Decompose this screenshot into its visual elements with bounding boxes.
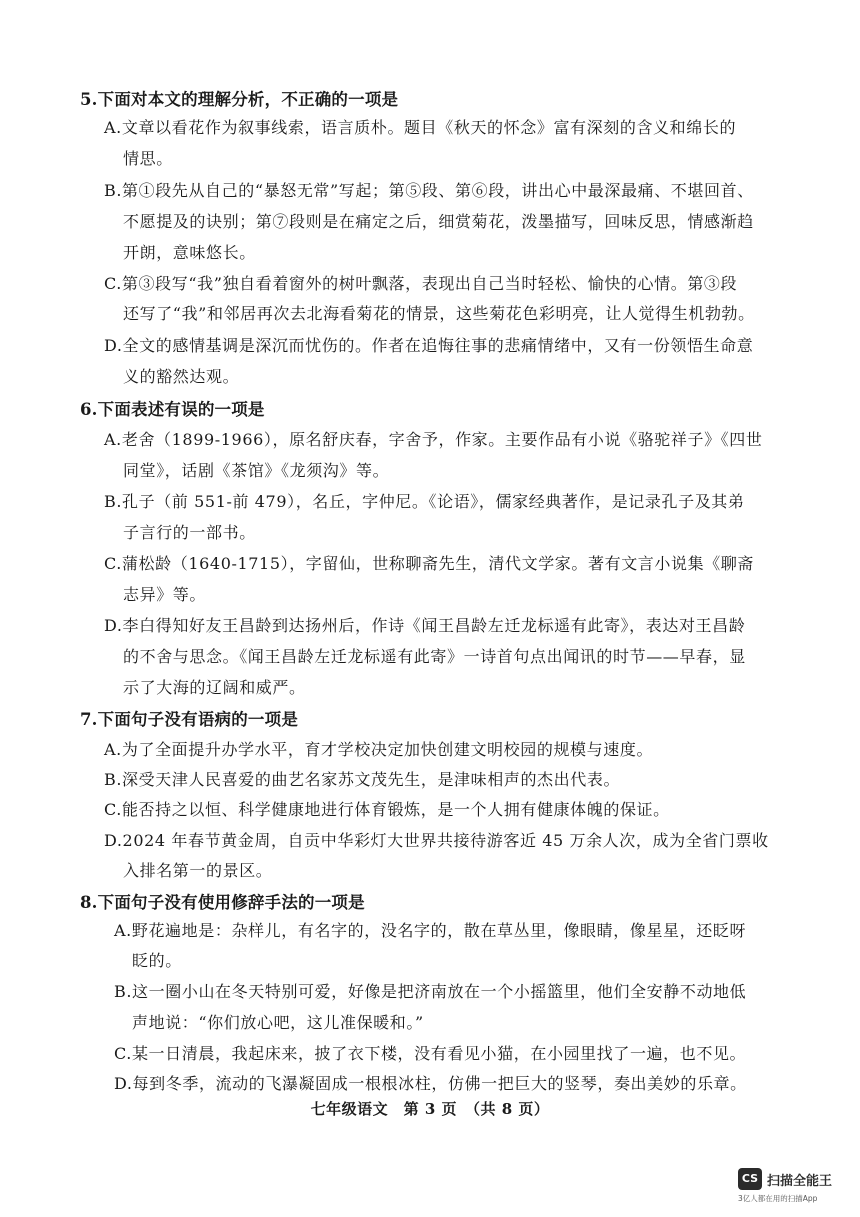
question-6-stem: 6.下面表述有误的一项是 xyxy=(80,400,265,419)
q5-option-b-line3: 开朗，意味悠长。 xyxy=(123,243,256,262)
q6-option-d-line3: 示了大海的辽阔和威严。 xyxy=(123,678,306,697)
q6-option-d-line2: 的不舍与思念。《闻王昌龄左迁龙标遥有此寄》一诗首句点出闻讯的时节——早春，显 xyxy=(123,647,746,666)
q8-option-a-line2: 眨的。 xyxy=(132,951,182,970)
scanner-watermark xyxy=(738,1168,848,1208)
q6-option-a-line1: A.老舍（1899-1966），原名舒庆春，字舍予，作家。主要作品有小说《骆驼祥子》《四世 xyxy=(104,430,763,449)
q8-option-b-line2: 声地说：“你们放心吧，这儿准保暖和。” xyxy=(132,1013,424,1032)
q7-option-a: A.为了全面提升办学水平，育才学校决定加快创建文明校园的规模与速度。 xyxy=(104,740,654,759)
q5-option-b-line2: 不愿提及的诀别；第⑦段则是在痛定之后，细赏菊花，泼墨描写，回味反思，情感渐趋 xyxy=(123,212,754,231)
question-8-stem: 8.下面句子没有使用修辞手法的一项是 xyxy=(80,893,365,912)
watermark-app-name: 扫描全能王 xyxy=(767,1174,833,1189)
q8-option-d: D.每到冬季，流动的飞瀑凝固成一根根冰柱，仿佛一把巨大的竖琴，奏出美妙的乐章。 xyxy=(114,1074,747,1093)
q5-option-c-line2: 还写了“我”和邻居再次去北海看菊花的情景，这些菊花色彩明亮，让人觉得生机勃勃。 xyxy=(123,304,755,323)
q5-option-b-line1: B.第①段先从自己的“暴怒无常”写起；第⑤段、第⑥段，讲出心中最深最痛、不堪回首、 xyxy=(104,181,754,200)
q8-option-c: C.某一日清晨，我起床来，披了衣下楼，没有看见小猫，在小园里找了一遍，也不见。 xyxy=(114,1044,747,1063)
q7-option-d-line2: 入排名第一的景区。 xyxy=(123,861,273,880)
q7-option-b: B.深受天津人民喜爱的曲艺名家苏文茂先生，是津味相声的杰出代表。 xyxy=(104,770,621,789)
question-7-stem: 7.下面句子没有语病的一项是 xyxy=(80,710,299,729)
q7-option-d-line1: D.2024 年春节黄金周，自贡中华彩灯大世界共接待游客近 45 万余人次，成为全省门票收 xyxy=(104,831,769,850)
q5-option-a-line1: A.文章以看花作为叙事线索，语言质朴。题目《秋天的怀念》富有深刻的含义和绵长的 xyxy=(104,118,737,137)
watermark-tagline: 3亿人都在用的扫描App xyxy=(738,1194,818,1203)
q8-option-a-line1: A.野花遍地是：杂样儿，有名字的，没名字的，散在草丛里，像眼睛，像星星，还眨呀 xyxy=(114,921,747,940)
q8-option-b-line1: B.这一圈小山在冬天特别可爱，好像是把济南放在一个小摇篮里，他们全安静不动地低 xyxy=(114,982,747,1001)
q5-option-c-line1: C.第③段写“我”独自看着窗外的树叶飘落，表现出自己当时轻松、愉快的心情。第③段 xyxy=(104,274,738,293)
camscanner-logo-icon: CS xyxy=(738,1168,762,1190)
q6-option-d-line1: D.李白得知好友王昌龄到达扬州后，作诗《闻王昌龄左迁龙标遥有此寄》，表达对王昌龄 xyxy=(104,616,746,635)
question-5-stem: 5.下面对本文的理解分析，不正确的一项是 xyxy=(80,90,399,109)
page-footer: 七年级语文 第 3 页 （共 8 页） xyxy=(310,1100,550,1118)
q6-option-b-line2: 子言行的一部书。 xyxy=(123,523,256,542)
q6-option-c-line2: 志异》等。 xyxy=(123,585,207,604)
q6-option-c-line1: C.蒲松龄（1640-1715），字留仙，世称聊斋先生，清代文学家。著有文言小说集《聊斋 xyxy=(104,554,755,573)
q5-option-d-line1: D.全文的感情基调是深沉而忧伤的。作者在追悔往事的悲痛情绪中，又有一份领悟生命意 xyxy=(104,336,754,355)
q6-option-b-line1: B.孔子（前 551-前 479），名丘，字仲尼。《论语》，儒家经典著作，是记录孔子及其弟 xyxy=(104,492,745,511)
q5-option-d-line2: 义的豁然达观。 xyxy=(123,367,240,386)
q7-option-c: C.能否持之以恒、科学健康地进行体育锻炼，是一个人拥有健康体魄的保证。 xyxy=(104,800,670,819)
q6-option-a-line2: 同堂》，话剧《茶馆》《龙须沟》等。 xyxy=(123,461,390,480)
q5-option-a-line2: 情思。 xyxy=(123,149,173,168)
